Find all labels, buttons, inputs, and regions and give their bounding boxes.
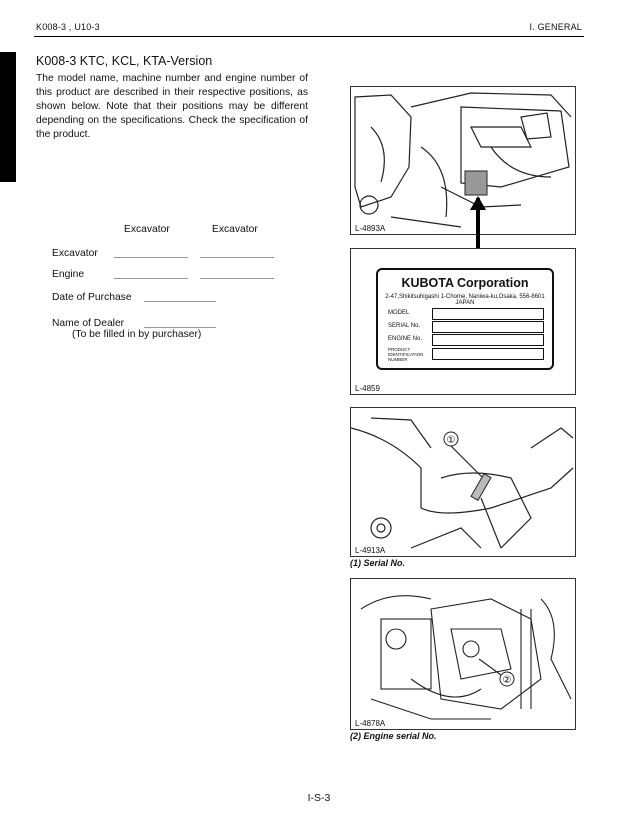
dealer-label: Name of Dealer [52,318,125,329]
engine-label: Engine [52,269,85,280]
serial-caption: (1) Serial No. [350,558,406,568]
name-plate [376,268,554,370]
plate-pin-box [432,348,544,360]
figure-code: L-4913A [355,546,386,555]
engine-serial-caption: (2) Engine serial No. [350,731,437,741]
plate-serial-box [432,321,544,333]
serial-illustration [351,408,575,556]
figure-code: L-4859 [355,384,380,393]
figure-code: L-4878A [355,719,386,728]
header-doc-code: K008-3 , U10-3 [36,22,100,32]
plate-engine-box [432,334,544,346]
plate-address: 2-47,Shikitsuhigashi 1-Chome, Naniwa-ku,Osaka, 556-8601 JAPAN [385,294,545,306]
plate-model-label: MODEL [388,310,410,316]
plate-serial-label: SERIAL No. [388,323,421,329]
header-section: I. GENERAL [529,22,582,32]
purchase-date-label: Date of Purchase [52,292,132,303]
chapter-tab [0,52,16,182]
figure-machine-location [350,86,576,235]
dealer-blank [144,327,216,328]
plate-title: KUBOTA Corporation [401,276,529,290]
serial-marker: ① [446,435,456,446]
excavator-label: Excavator [52,248,98,259]
engine-serial-marker: ② [502,675,512,686]
purchase-date-blank [144,301,216,302]
figure-engine-serial-location [350,578,576,730]
plate-pin-line-1: PRODUCT [388,347,411,352]
plate-model-box [432,308,544,320]
excavator-blank-2 [200,257,274,258]
plate-engine-label: ENGINE No. [388,336,423,342]
section-title: K008-3 KTC, KCL, KTA-Version [36,54,213,68]
plate-pin-label [388,347,423,362]
engine-blank-2 [200,278,274,279]
plate-pin-line-3: NUMBER [388,357,408,362]
figure-code: L-4893A [355,224,386,233]
page-number: I-S-3 [307,792,331,804]
purchaser-note: (To be filled in by purchaser) [72,329,202,340]
excavator-blank-1 [114,257,188,258]
column-head-2: Excavator [212,224,258,235]
header-rule [34,36,584,37]
figure-serial-location [350,407,576,557]
plate-pin-line-2: IDENTIFICATION [388,352,424,357]
engine-blank-1 [114,278,188,279]
intro-paragraph: The model name, machine number and engine number of this product are described in their respective positions, as shown below. Note that their positions may be different depending on the specifications. Check the specification of the product. [36,73,308,140]
machine-illustration [351,87,575,234]
column-head-1: Excavator [124,224,170,235]
engine-illustration [351,579,575,729]
